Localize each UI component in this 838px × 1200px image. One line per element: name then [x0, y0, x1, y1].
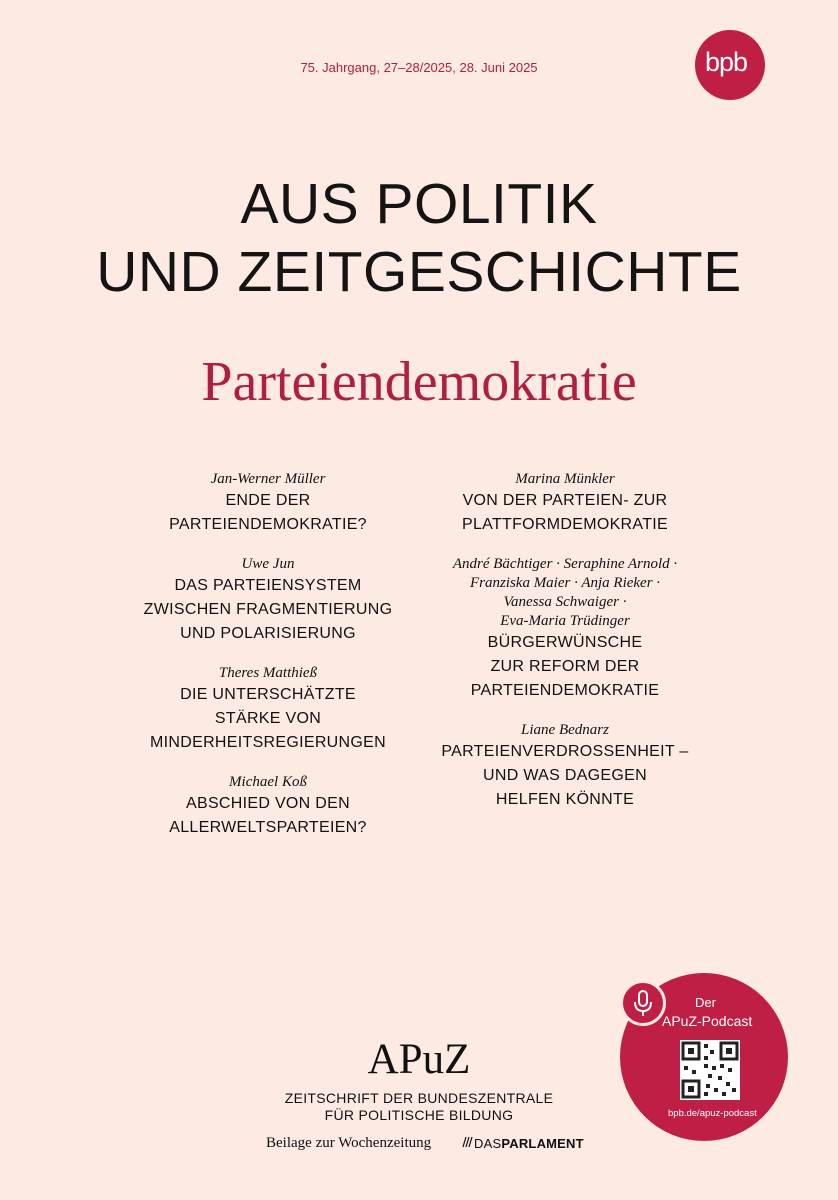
- article-author: Uwe Jun: [241, 556, 295, 572]
- article-headline: [415, 740, 715, 812]
- headline-line: BÜRGERWÜNSCHE: [487, 634, 643, 651]
- article-author: Vanessa Schwaiger ·: [503, 594, 627, 610]
- podcast-label-2: APuZ-Podcast: [662, 1013, 753, 1029]
- headline-line: STÄRKE VON: [214, 710, 322, 727]
- newspaper-logo: [474, 1136, 584, 1151]
- headline-line: DAS PARTEIENSYSTEM: [174, 577, 362, 594]
- article-headline: [118, 792, 418, 840]
- bpb-logo[interactable]: [695, 30, 765, 100]
- issue-topic: Parteiendemokratie: [201, 351, 637, 413]
- microphone-icon: [620, 980, 666, 1026]
- headline-line: ZWISCHEN FRAGMENTIERUNG: [143, 601, 393, 618]
- main-title: [0, 170, 838, 306]
- article-teaser[interactable]: [118, 470, 418, 537]
- article-author: André Bächtiger · Seraphine Arnold ·: [452, 556, 678, 572]
- headline-line: VON DER PARTEIEN- ZUR: [462, 492, 668, 509]
- article-headline: [415, 489, 715, 537]
- podcast-url[interactable]: bpb.de/apuz-podcast: [668, 1108, 757, 1119]
- article-headline: [415, 631, 715, 703]
- article-author: Marina Münkler: [515, 471, 615, 487]
- article-author: Eva-Maria Trüdinger: [500, 613, 630, 629]
- headline-line: ZUR REFORM DER: [490, 658, 640, 675]
- headline-line: MINDERHEITSREGIERUNGEN: [150, 734, 386, 751]
- apuz-brand: APuZ: [367, 1036, 471, 1083]
- newspaper-prefix: DAS: [474, 1136, 502, 1151]
- bpb-logo-text: bpb: [705, 47, 748, 77]
- article-author: Liane Bednarz: [521, 722, 609, 738]
- article-teaser[interactable]: [118, 555, 418, 646]
- headline-line: ENDE DER: [225, 492, 311, 509]
- headline-line: PLATTFORMDEMOKRATIE: [461, 516, 668, 533]
- article-headline: [118, 574, 418, 646]
- headline-line: PARTEIENVERDROSSENHEIT –: [441, 743, 689, 760]
- article-author: Michael Koß: [229, 774, 307, 790]
- headline-line: HELFEN KÖNNTE: [495, 791, 635, 808]
- article-list-right: [415, 470, 715, 830]
- issue-line: 75. Jahrgang, 27–28/2025, 28. Juni 2025: [300, 60, 538, 75]
- article-author: Theres Matthieß: [218, 665, 318, 681]
- article-teaser[interactable]: [118, 773, 418, 840]
- article-headline: [118, 683, 418, 755]
- podcast-label-1: Der: [695, 995, 716, 1010]
- supplement-line: Beilage zur Wochenzeitung: [266, 1135, 432, 1151]
- qr-code-icon[interactable]: [680, 1040, 740, 1100]
- headline-line: ALLERWELTSPARTEIEN?: [169, 819, 367, 836]
- article-teaser[interactable]: [415, 721, 715, 812]
- article-teaser[interactable]: [415, 470, 715, 537]
- article-author: Jan-Werner Müller: [210, 471, 326, 487]
- title-line-1: AUS POLITIK: [240, 172, 598, 236]
- article-author: Franziska Maier · Anja Rieker ·: [469, 575, 661, 591]
- journal-line-1: ZEITSCHRIFT DER BUNDESZENTRALE: [284, 1090, 554, 1106]
- article-headline: [118, 489, 418, 537]
- article-teaser[interactable]: [415, 555, 715, 703]
- headline-line: DIE UNTERSCHÄTZTE: [180, 686, 356, 703]
- parliament-logo-icon: [462, 1135, 474, 1153]
- title-line-2: UND ZEITGESCHICHTE: [96, 240, 742, 304]
- headline-line: PARTEIENDEMOKRATIE?: [169, 516, 367, 533]
- journal-line-2: FÜR POLITISCHE BILDUNG: [324, 1107, 514, 1123]
- headline-line: UND WAS DAGEGEN: [483, 767, 647, 784]
- bpb-logo-colon: :: [757, 48, 765, 78]
- newspaper-name: PARLAMENT: [501, 1136, 584, 1151]
- headline-line: ABSCHIED VON DEN: [186, 795, 350, 812]
- article-list-left: [118, 470, 418, 858]
- headline-line: UND POLARISIERUNG: [180, 625, 356, 642]
- article-teaser[interactable]: [118, 664, 418, 755]
- headline-line: PARTEIENDEMOKRATIE: [470, 682, 660, 699]
